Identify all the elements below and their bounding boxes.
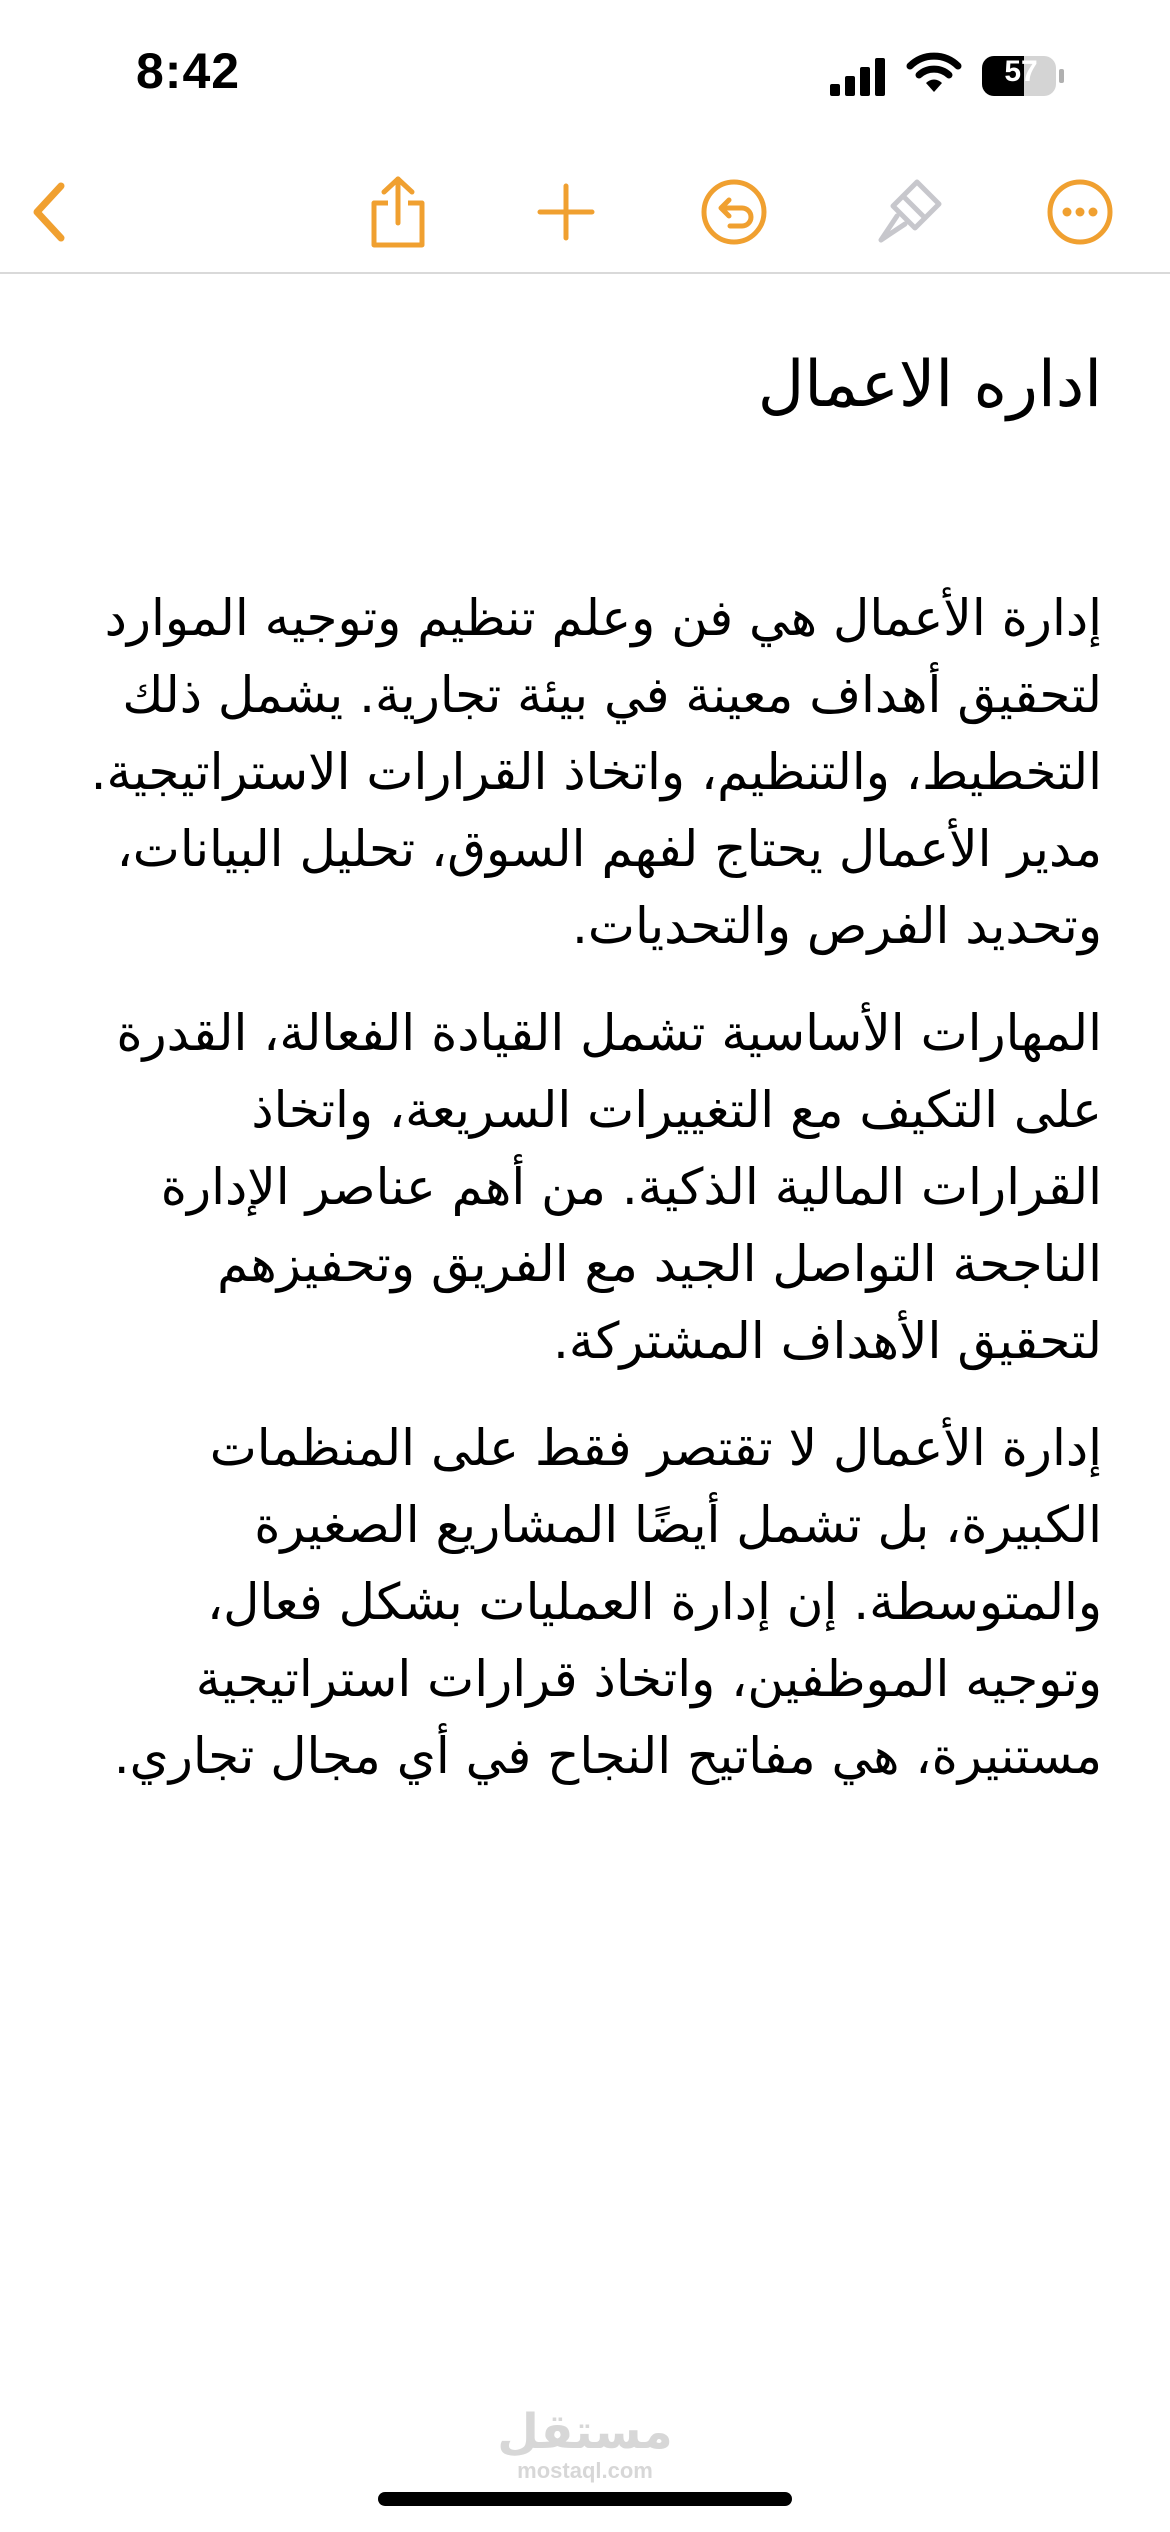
wifi-icon	[906, 52, 962, 94]
paintbrush-icon	[875, 176, 945, 248]
watermark-logo: مستقل	[497, 2404, 673, 2460]
mostaql-watermark	[480, 2405, 690, 2483]
share-icon	[366, 175, 430, 249]
add-button[interactable]	[526, 172, 606, 252]
plus-icon	[536, 182, 596, 242]
status-time: 8:42	[136, 43, 241, 99]
note-paragraph[interactable]: إدارة الأعمال لا تقتصر فقط على المنظمات الكبيرة، بل تشمل أيضًا المشاريع الصغيرة والمتوسطة. إن إدارة العمليات بشكل فعال، وتوجيه الموظفين، واتخاذ قرارات استراتيجية مستنيرة، هي مفاتيح النجاح في أي مجال تجاري.	[113, 1419, 1102, 1785]
more-button[interactable]	[1040, 172, 1120, 252]
chevron-left-icon	[25, 180, 75, 244]
note-editor[interactable]	[72, 340, 1102, 1825]
ellipsis-icon	[1046, 178, 1114, 246]
share-button[interactable]	[358, 172, 438, 252]
status-icons	[830, 52, 1090, 102]
battery-level: 57	[1004, 55, 1038, 88]
watermark-site: mostaql.com	[517, 2458, 653, 2483]
status-bar	[0, 0, 1170, 150]
back-button[interactable]	[10, 172, 90, 252]
format-button[interactable]	[870, 172, 950, 252]
undo-icon	[700, 178, 768, 246]
cellular-signal-icon	[830, 56, 888, 96]
note-toolbar	[0, 150, 1170, 274]
undo-button[interactable]	[694, 172, 774, 252]
note-title[interactable]: اداره الاعمال	[757, 348, 1102, 422]
note-paragraph[interactable]: المهارات الأساسية تشمل القيادة الفعالة، القدرة على التكيف مع التغييرات السريعة، واتخاذ القرارات المالية الذكية. من أهم عناصر الإدارة الناجحة التواصل الجيد مع الفريق وتحفيزهم لتحقيق الأهداف المشتركة.	[116, 1004, 1102, 1370]
home-indicator[interactable]	[378, 2492, 792, 2506]
note-paragraph[interactable]: إدارة الأعمال هي فن وعلم تنظيم وتوجيه الموارد لتحقيق أهداف معينة في بيئة تجارية. يشمل ذلك التخطيط، والتنظيم، واتخاذ القرارات الاستراتيجية. مدير الأعمال يحتاج لفهم السوق، تحليل البيانات، وتحديد الفرص والتحديات.	[90, 589, 1102, 955]
